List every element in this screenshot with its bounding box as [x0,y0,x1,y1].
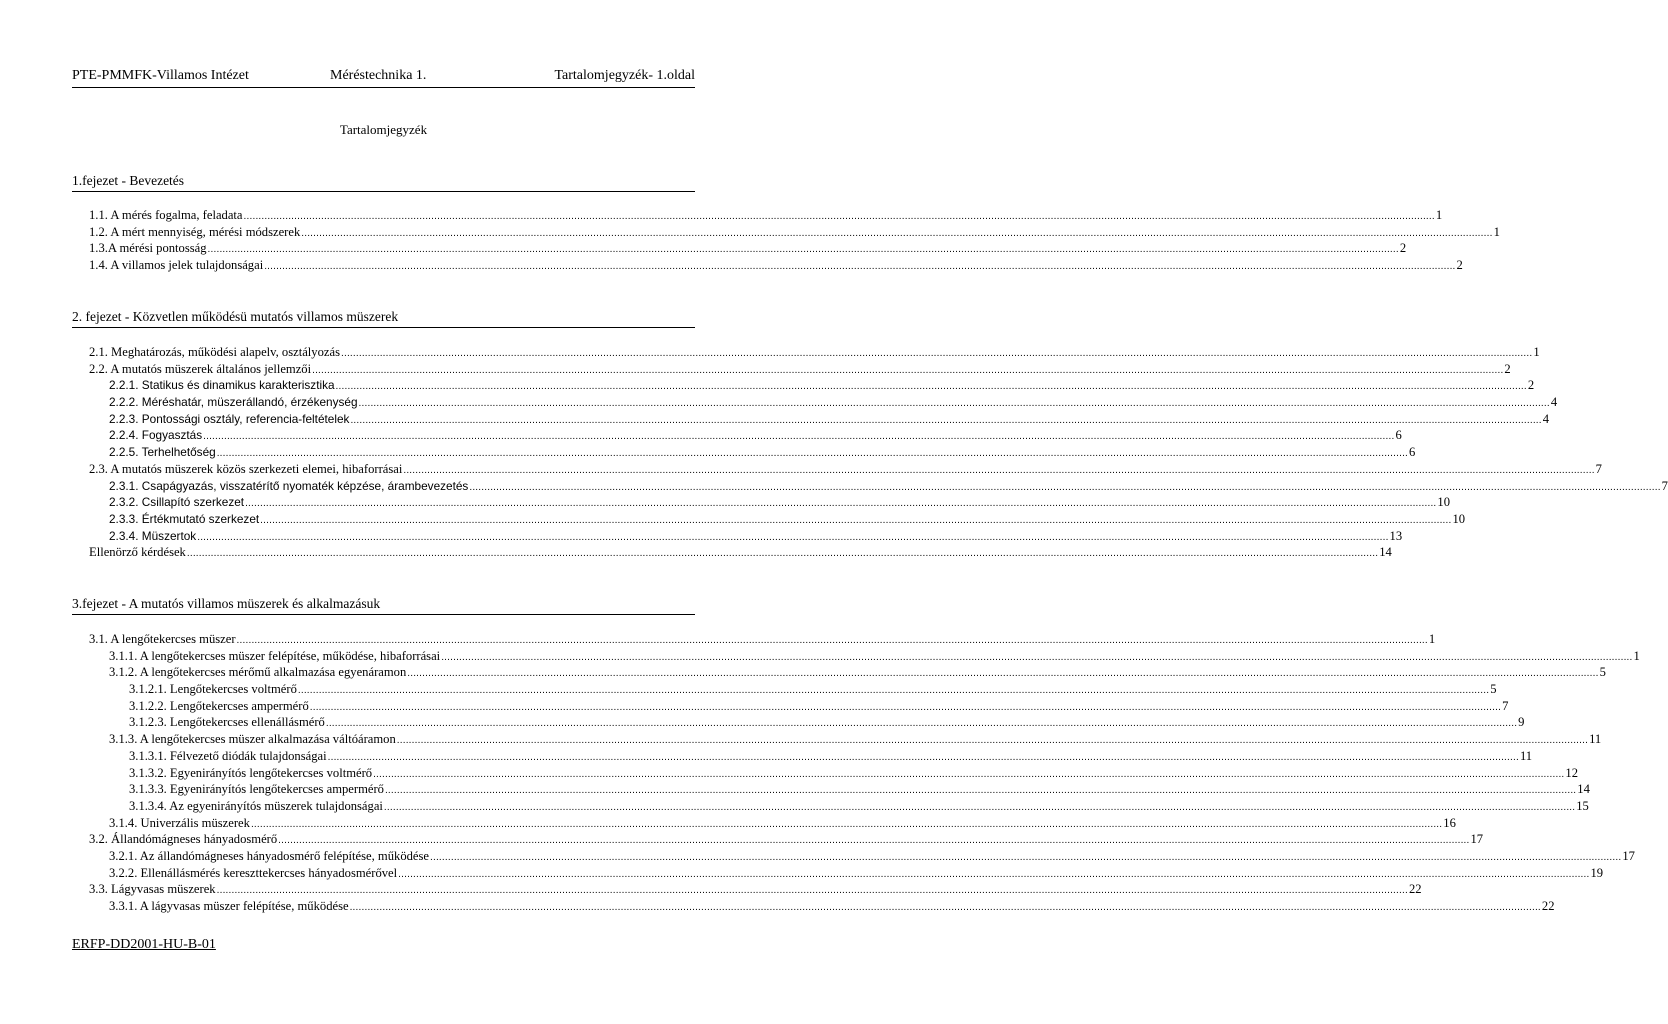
toc-entry[interactable] [72,411,1550,428]
dot-leader: ................................................................................................................................................................................................................................................................................................................................................................................................................ [309,701,1502,713]
toc-entry-label: Ellenörző kérdések [89,545,186,560]
toc-entry-label: 2.2.3. Pontossági osztály, referencia-feltételek [109,411,350,426]
toc-entry[interactable] [72,748,1533,765]
toc-entry-label: 3.1.2.3. Lengőtekercses ellenállásmérő [129,715,325,730]
toc-entry-label: 3.1.3. A lengőtekercses müszer alkalmazása váltóáramon [109,732,396,747]
toc-entry-page-number: 10 [1452,511,1466,526]
dot-leader: ................................................................................................................................................................................................................................................................................................................................................................................................................ [469,481,1661,493]
toc-entry-label: 2.1. Meghatározás, működési alapelv, osztályozás [89,345,340,359]
toc-entry[interactable] [72,377,1535,394]
toc-entry-page-number: 7 [1595,461,1602,476]
toc-entry-page-number: 15 [1576,798,1589,813]
toc-entry[interactable] [72,848,1635,865]
toc-entry[interactable] [72,461,1602,478]
toc-entry-page-number: 10 [1437,495,1450,510]
toc-entry[interactable] [72,781,1590,798]
toc-entry-label: 3.1.4. Univerzális müszerek [109,815,250,830]
toc-entry-label: 3.1.3.3. Egyenirányítós lengőtekercses ampermérő [129,782,384,797]
dot-leader: ................................................................................................................................................................................................................................................................................................................................................................................................................ [245,498,1437,510]
toc-entry-page-number: 5 [1599,665,1606,680]
toc-entry[interactable] [72,361,1511,378]
toc-entry-page-number: 19 [1590,865,1604,880]
chapter-1-toc [72,207,1500,274]
toc-entry-label: 2.2.2. Méréshatár, müszerállandó, érzékenység [109,395,358,410]
toc-entry[interactable] [72,478,1668,495]
chapter-title: 2. fejezet - Közvetlen működésü mutatós villamos müszerek [72,309,399,324]
toc-entry-page-number: 12 [1565,765,1578,780]
toc-entry-page-number: 1 [1428,632,1436,646]
toc-entry-page-number: 2 [1527,378,1535,393]
dot-leader: ................................................................................................................................................................................................................................................................................................................................................................................................................ [335,381,1527,393]
dot-leader: ................................................................................................................................................................................................................................................................................................................................................................................................................ [243,211,1435,222]
toc-entry-page-number: 14 [1379,545,1392,560]
dot-leader: ................................................................................................................................................................................................................................................................................................................................................................................................................ [325,718,1518,730]
toc-entry[interactable] [72,344,1540,361]
toc-entry[interactable] [72,631,1436,648]
toc-entry-label: 3.1.1. A lengőtekercses müszer felépítése, működése, hibaforrásai [109,648,441,663]
dot-leader: ................................................................................................................................................................................................................................................................................................................................................................................................................ [203,431,1395,443]
page-title: Tartalomjegyzék [339,122,428,137]
dot-leader: ................................................................................................................................................................................................................................................................................................................................................................................................................ [236,635,1428,646]
toc-entry-label: 3.3.1. A lágyvasas müszer felépítése, működése [109,899,349,913]
dot-leader: ................................................................................................................................................................................................................................................................................................................................................................................................................ [441,651,1633,663]
toc-entry-label: 3.1.3.1. Félvezető diódák tulajdonságai [129,748,327,763]
toc-entry-page-number: 11 [1519,748,1533,763]
toc-entry-label: 3.1.3.4. Az egyenirányítós müszerek tulajdonságai [129,798,383,813]
toc-entry-label: 3.1. A lengőtekercses müszer [89,632,236,646]
toc-entry-label: 2.2. A mutatós müszerek általános jellemzői [89,361,312,376]
dot-leader: ................................................................................................................................................................................................................................................................................................................................................................................................................ [383,801,1576,813]
toc-entry-label: 2.3.1. Csapágyazás, visszatérítő nyomaték képzése, árambevezetés [109,478,469,493]
chapter-divider [72,614,695,615]
dot-leader: ................................................................................................................................................................................................................................................................................................................................................................................................................ [430,851,1622,863]
toc-entry[interactable] [72,731,1602,748]
toc-entry-page-number: 13 [1389,528,1403,543]
dot-leader: ................................................................................................................................................................................................................................................................................................................................................................................................................ [384,785,1577,797]
toc-entry-page-number: 17 [1470,832,1484,847]
toc-entry-label: 3.1.2. A lengőtekercses mérőmű alkalmazása egyenáramon [109,665,407,680]
toc-entry-label: 1.4. A villamos jelek tulajdonságai [89,258,264,273]
toc-entry-page-number: 22 [1541,899,1555,913]
dot-leader: ................................................................................................................................................................................................................................................................................................................................................................................................................ [373,768,1565,780]
chapter-3-toc [72,631,1640,915]
dot-leader: ................................................................................................................................................................................................................................................................................................................................................................................................................ [278,835,1470,847]
dot-leader: ................................................................................................................................................................................................................................................................................................................................................................................................................ [264,261,1456,273]
toc-entry[interactable] [72,648,1640,665]
toc-entry-label: 3.1.2.1. Lengőtekercses voltmérő [129,682,297,697]
chapter-divider [72,191,695,192]
toc-entry[interactable] [72,798,1589,815]
toc-entry-label: 1.1. A mérés fogalma, feladata [89,208,243,222]
dot-leader: ................................................................................................................................................................................................................................................................................................................................................................................................................ [350,414,1542,426]
toc-entry[interactable] [72,865,1604,882]
chapter-2-toc [72,344,1668,561]
header-page-label: Tartalomjegyzék- 1.oldal [554,68,695,83]
dot-leader: ................................................................................................................................................................................................................................................................................................................................................................................................................ [396,735,1589,747]
dot-leader: ................................................................................................................................................................................................................................................................................................................................................................................................................ [216,448,1409,460]
toc-entry-page-number: 4 [1550,395,1558,410]
toc-entry[interactable] [72,831,1484,848]
toc-entry-label: 3.2. Állandómágneses hányadosmérő [89,832,278,847]
dot-leader: ................................................................................................................................................................................................................................................................................................................................................................................................................ [186,548,1379,560]
toc-entry-page-number: 7 [1661,478,1668,493]
toc-entry[interactable] [72,544,1392,561]
page-header [72,68,695,88]
toc-entry[interactable] [72,528,1403,545]
header-course: Méréstechnika 1. [330,68,427,83]
dot-leader: ................................................................................................................................................................................................................................................................................................................................................................................................................ [403,464,1595,476]
toc-entry[interactable] [72,257,1463,274]
toc-entry[interactable] [72,664,1606,681]
dot-leader: ................................................................................................................................................................................................................................................................................................................................................................................................................ [398,868,1590,880]
toc-entry-label: 2.3.4. Müszertok [109,528,197,543]
toc-entry-label: 3.2.2. Ellenállásmérés kereszttekercses hányadosmérővel [109,865,398,880]
dot-leader: ................................................................................................................................................................................................................................................................................................................................................................................................................ [207,244,1399,256]
chapter-title: 3.fejezet - A mutatós villamos müszerek és alkalmazásuk [72,596,381,611]
toc-entry[interactable] [72,427,1402,444]
toc-entry-label: 1.2. A mért mennyiség, mérési módszerek [89,224,301,239]
toc-entry-page-number: 2 [1504,361,1511,376]
toc-entry[interactable] [72,444,1416,461]
toc-entry-page-number: 5 [1490,682,1497,697]
dot-leader: ................................................................................................................................................................................................................................................................................................................................................................................................................ [250,818,1443,830]
dot-leader: ................................................................................................................................................................................................................................................................................................................................................................................................................ [349,902,1541,913]
toc-entry[interactable] [72,224,1500,241]
header-divider [72,87,695,88]
chapter-title: 1.fejezet - Bevezetés [72,173,185,188]
toc-entry-label: 2.3.2. Csillapító szerkezet [109,495,245,510]
dot-leader: ................................................................................................................................................................................................................................................................................................................................................................................................................ [197,531,1389,543]
dot-leader: ................................................................................................................................................................................................................................................................................................................................................................................................................ [340,348,1533,359]
toc-entry-label: 2.2.1. Statikus és dinamikus karakterisztika [109,378,335,393]
toc-entry-page-number: 22 [1408,882,1422,897]
toc-entry-label: 2.2.5. Terhelhetőség [109,445,216,460]
toc-entry-label: 2.2.4. Fogyasztás [109,428,203,443]
toc-entry-page-number: 6 [1409,445,1416,460]
toc-entry-label: 3.2.1. Az állandómágneses hányadosmérő felépítése, működése [109,848,429,863]
dot-leader: ................................................................................................................................................................................................................................................................................................................................................................................................................ [407,668,1599,680]
dot-leader: ................................................................................................................................................................................................................................................................................................................................................................................................................ [297,685,1490,697]
toc-entry-page-number: 7 [1502,698,1509,713]
toc-entry[interactable] [72,511,1466,528]
toc-entry[interactable] [72,698,1509,715]
toc-entry-page-number: 16 [1443,815,1456,830]
toc-entry[interactable] [72,494,1450,511]
toc-entry[interactable] [72,714,1525,731]
toc-entry[interactable] [72,681,1497,698]
toc-entry-label: 2.3.3. Értékmutató szerkezet [109,511,260,526]
dot-leader: ................................................................................................................................................................................................................................................................................................................................................................................................................ [260,514,1452,526]
toc-entry-page-number: 1 [1435,208,1443,222]
toc-entry[interactable] [72,881,1422,898]
toc-entry-page-number: 11 [1589,732,1602,747]
toc-entry[interactable] [72,815,1456,832]
toc-entry-page-number: 2 [1399,241,1407,256]
dot-leader: ................................................................................................................................................................................................................................................................................................................................................................................................................ [327,751,1519,763]
toc-entry-page-number: 6 [1395,428,1402,443]
toc-entry-page-number: 1 [1533,345,1540,359]
toc-entry-label: 3.1.2.2. Lengőtekercses ampermérő [129,698,309,713]
toc-entry[interactable] [72,394,1558,411]
toc-entry-label: 2.3. A mutatós müszerek közös szerkezeti elemei, hibaforrásai [89,461,403,476]
toc-entry-label: 3.1.3.2. Egyenirányítós lengőtekercses voltmérő [129,765,373,780]
toc-entry-page-number: 17 [1622,848,1635,863]
dot-leader: ................................................................................................................................................................................................................................................................................................................................................................................................................ [312,364,1504,376]
toc-entry-page-number: 9 [1518,715,1525,730]
page [72,0,1668,1024]
toc-entry-label: 3.3. Lágyvasas müszerek [89,882,216,897]
chapter-divider [72,327,695,328]
toc-entry-label: 1.3.A mérési pontosság [89,241,207,256]
toc-entry[interactable] [72,765,1578,782]
dot-leader: ................................................................................................................................................................................................................................................................................................................................................................................................................ [216,885,1408,897]
dot-leader: ................................................................................................................................................................................................................................................................................................................................................................................................................ [301,227,1493,239]
toc-entry[interactable] [72,898,1555,915]
dot-leader: ................................................................................................................................................................................................................................................................................................................................................................................................................ [358,398,1550,410]
toc-entry-page-number: 14 [1577,782,1590,797]
toc-entry-page-number: 1 [1633,648,1640,663]
header-institute: PTE-PMMFK-Villamos Intézet [72,68,249,83]
document-code: ERFP-DD2001-HU-B-01 [72,937,216,952]
toc-entry[interactable] [72,207,1443,224]
toc-entry[interactable] [72,240,1407,257]
toc-entry-page-number: 2 [1456,258,1463,273]
toc-entry-page-number: 1 [1493,224,1500,239]
toc-entry-page-number: 4 [1542,411,1550,426]
